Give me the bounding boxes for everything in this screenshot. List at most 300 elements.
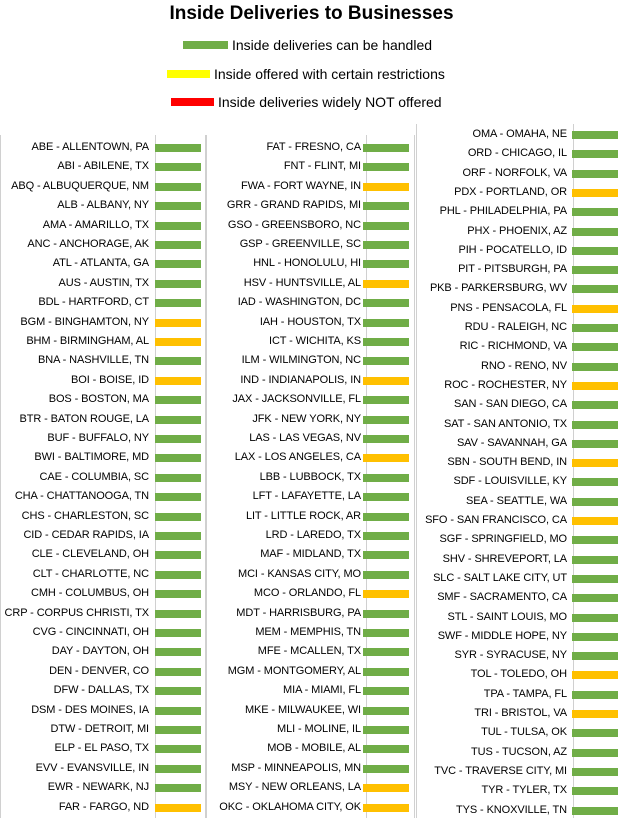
airport-label: EVV - EVANSVILLE, IN — [35, 761, 149, 774]
status-bar-handled — [155, 513, 201, 521]
legend-item-handled — [183, 37, 432, 53]
status-bar-restricted — [363, 280, 409, 288]
airport-label: SDF - LOUISVILLE, KY — [453, 475, 567, 488]
airport-label: MEM - MEMPHIS, TN — [255, 626, 361, 638]
airport-row — [417, 511, 622, 530]
airport-row — [417, 608, 622, 627]
airport-row — [207, 468, 412, 487]
airport-row — [207, 681, 412, 700]
status-bar-handled — [363, 338, 409, 346]
status-bar-handled — [155, 144, 201, 152]
status-bar-handled — [363, 163, 409, 171]
airport-label: ABE - ALLENTOWN, PA — [31, 141, 149, 153]
airport-label: BUF - BUFFALO, NY — [47, 432, 149, 444]
airport-row — [207, 429, 412, 448]
airport-label: STL - SAINT LOUIS, MO — [447, 610, 567, 623]
airport-row — [207, 274, 412, 293]
airport-label: MAF - MIDLAND, TX — [260, 548, 361, 561]
status-bar-handled — [363, 707, 409, 715]
status-bar-handled — [155, 280, 201, 288]
status-bar-handled — [155, 571, 201, 579]
airport-row — [1, 798, 206, 817]
airport-row — [1, 604, 206, 623]
status-bar-handled — [155, 241, 201, 249]
airport-row — [417, 318, 622, 337]
status-bar-handled — [155, 765, 201, 773]
airport-row — [1, 778, 206, 797]
airport-label: BNA - NASHVILLE, TN — [38, 354, 149, 367]
airport-label: ABI - ABILENE, TX — [57, 160, 149, 173]
airport-label: CVG - CINCINNATI, OH — [32, 626, 149, 638]
status-bar-handled — [155, 260, 201, 268]
status-bar-handled — [155, 551, 201, 559]
airport-label: CHS - CHARLESTON, SC — [21, 509, 149, 522]
airport-label: GSO - GREENSBORO, NC — [227, 218, 361, 231]
airport-row — [417, 704, 622, 723]
airport-label: ILM - WILMINGTON, NC — [241, 354, 361, 367]
status-bar-handled — [155, 745, 201, 753]
airport-label: LFT - LAFAYETTE, LA — [252, 490, 361, 503]
airport-label: LIT - LITTLE ROCK, AR — [245, 509, 361, 522]
airport-row — [1, 196, 206, 215]
airport-label: JFK - NEW YORK, NY — [252, 412, 361, 425]
status-bar-handled — [155, 629, 201, 637]
airport-row — [1, 293, 206, 312]
airport-row — [207, 565, 412, 584]
status-bar-handled — [363, 571, 409, 579]
airport-row — [417, 415, 622, 434]
airport-row — [207, 332, 412, 351]
status-bar-handled — [155, 435, 201, 443]
status-bar-handled — [572, 556, 618, 564]
airport-label: ROC - ROCHESTER, NY — [444, 378, 567, 391]
legend-item-not-offered — [171, 94, 442, 110]
status-bar-handled — [572, 787, 618, 795]
airport-label: MKE - MILWAUKEE, WI — [244, 703, 361, 716]
airport-row — [417, 530, 622, 549]
status-bar-handled — [363, 629, 409, 637]
airport-row — [1, 216, 206, 235]
status-bar-handled — [363, 396, 409, 404]
airport-row — [417, 627, 622, 646]
status-bar-handled — [155, 474, 201, 482]
airport-row — [207, 778, 412, 797]
airport-label: FAT - FRESNO, CA — [266, 141, 361, 153]
airport-row — [417, 453, 622, 472]
legend-item-restricted — [167, 66, 445, 82]
status-bar-handled — [363, 610, 409, 618]
status-bar-handled — [572, 170, 618, 178]
status-bar-restricted — [572, 382, 618, 390]
airport-label: CAE - COLUMBIA, SC — [39, 470, 149, 483]
status-bar-handled — [572, 247, 618, 255]
status-bar-restricted — [155, 377, 201, 385]
chart-title: Inside Deliveries to Businesses — [169, 3, 454, 24]
airport-label: CLT - CHARLOTTE, NC — [32, 567, 149, 580]
status-bar-handled — [572, 150, 618, 158]
status-bar-handled — [572, 131, 618, 139]
airport-label: BHM - BIRMINGHAM, AL — [26, 335, 149, 347]
airport-label: ABQ - ALBUQUERQUE, NM — [11, 179, 149, 192]
airport-row — [207, 390, 412, 409]
airport-row — [1, 681, 206, 700]
status-bar-handled — [572, 208, 618, 216]
airport-row — [1, 177, 206, 196]
airport-label: MOB - MOBILE, AL — [267, 742, 361, 755]
airport-label: SWF - MIDDLE HOPE, NY — [437, 629, 567, 642]
airport-label: CID - CEDAR RAPIDS, IA — [23, 529, 149, 541]
airport-row — [417, 125, 622, 144]
airport-label: BTR - BATON ROUGE, LA — [19, 412, 149, 425]
status-bar-handled — [363, 765, 409, 773]
airport-label: PIT - PITSBURGH, PA — [458, 263, 567, 276]
airport-label: IND - INDIANAPOLIS, IN — [240, 373, 361, 386]
status-bar-handled — [155, 707, 201, 715]
status-bar-handled — [363, 299, 409, 307]
airport-label: SMF - SACRAMENTO, CA — [437, 591, 567, 604]
airport-row — [417, 222, 622, 241]
airport-label: PIH - POCATELLO, ID — [458, 243, 567, 256]
status-bar-handled — [572, 749, 618, 757]
status-bar-handled — [363, 532, 409, 540]
airport-label: CHA - CHATTANOOGA, TN — [14, 490, 149, 503]
status-bar-handled — [363, 435, 409, 443]
airport-row — [417, 164, 622, 183]
airport-row — [1, 410, 206, 429]
airport-label: MSP - MINNEAPOLIS, MN — [231, 761, 361, 774]
airport-row — [1, 157, 206, 176]
status-bar-handled — [155, 590, 201, 598]
status-bar-restricted — [572, 517, 618, 525]
airport-row — [207, 584, 412, 603]
airport-label: JAX - JACKSONVILLE, FL — [232, 393, 361, 406]
status-bar-handled — [363, 513, 409, 521]
status-bar-handled — [363, 687, 409, 695]
airport-label: MLI - MOLINE, IL — [277, 723, 361, 735]
status-bar-handled — [572, 729, 618, 737]
airport-label: DTW - DETROIT, MI — [50, 723, 149, 735]
airport-row — [1, 254, 206, 273]
airport-row — [417, 299, 622, 318]
airport-label: BWI - BALTIMORE, MD — [34, 451, 149, 464]
airport-label: TYR - TYLER, TX — [481, 784, 567, 797]
airport-label: DSM - DES MOINES, IA — [31, 703, 149, 716]
status-bar-restricted — [572, 671, 618, 679]
status-bar-handled — [155, 668, 201, 676]
airport-label: CRP - CORPUS CHRISTI, TX — [4, 606, 149, 619]
status-bar-handled — [572, 324, 618, 332]
status-bar-restricted — [363, 590, 409, 598]
airport-row — [1, 332, 206, 351]
airport-row — [417, 337, 622, 356]
airport-row — [1, 235, 206, 254]
airport-label: MCO - ORLANDO, FL — [253, 587, 361, 600]
airport-row — [417, 569, 622, 588]
airport-label: PHX - PHOENIX, AZ — [467, 224, 567, 237]
airport-row — [417, 588, 622, 607]
airport-label: PKB - PARKERSBURG, WV — [429, 282, 567, 295]
airport-row — [207, 759, 412, 778]
airport-label: PNS - PENSACOLA, FL — [450, 301, 567, 314]
status-bar-handled — [155, 183, 201, 191]
status-bar-handled — [572, 343, 618, 351]
status-bar-handled — [155, 784, 201, 792]
status-bar-handled — [363, 144, 409, 152]
airport-row — [1, 429, 206, 448]
airport-label: AMA - AMARILLO, TX — [42, 218, 149, 231]
airport-label: HSV - HUNTSVILLE, AL — [243, 276, 361, 289]
airport-label: TUL - TULSA, OK — [481, 726, 567, 739]
airport-label: RDU - RALEIGH, NC — [464, 321, 567, 333]
status-bar-handled — [363, 241, 409, 249]
airport-row — [207, 701, 412, 720]
airport-label: SFO - SAN FRANCISCO, CA — [425, 514, 567, 526]
airport-row — [417, 646, 622, 665]
airport-row — [207, 526, 412, 545]
airport-label: LBB - LUBBOCK, TX — [259, 470, 361, 483]
status-bar-handled — [572, 652, 618, 660]
airport-row — [207, 739, 412, 758]
airport-label: ORD - CHICAGO, IL — [467, 147, 567, 160]
airport-row — [207, 604, 412, 623]
airport-row — [207, 216, 412, 235]
airport-label: MIA - MIAMI, FL — [283, 684, 361, 697]
airport-label: TPA - TAMPA, FL — [483, 687, 567, 700]
airport-label: BOI - BOISE, ID — [71, 373, 149, 386]
airport-label: SAT - SAN ANTONIO, TX — [443, 417, 567, 430]
status-bar-restricted — [363, 183, 409, 191]
status-bar-restricted — [572, 305, 618, 313]
status-bar-handled — [155, 648, 201, 656]
status-bar-handled — [363, 493, 409, 501]
status-bar-handled — [155, 202, 201, 210]
airport-row — [417, 550, 622, 569]
airport-row — [417, 260, 622, 279]
airport-row — [417, 762, 622, 781]
airport-label: ALB - ALBANY, NY — [57, 199, 149, 212]
status-bar-handled — [363, 726, 409, 734]
legend-label-handled: Inside deliveries can be handled — [232, 37, 433, 53]
status-bar-handled — [155, 299, 201, 307]
airport-row — [1, 487, 206, 506]
status-bar-handled — [155, 396, 201, 404]
airport-row — [417, 723, 622, 742]
airport-label: ORF - NORFOLK, VA — [462, 166, 567, 179]
status-bar-restricted — [572, 459, 618, 467]
airport-label: HNL - HONOLULU, HI — [253, 257, 361, 270]
status-bar-handled — [572, 536, 618, 544]
legend-label-restricted: Inside offered with certain restrictions — [214, 66, 445, 82]
airport-label: CMH - COLUMBUS, OH — [31, 587, 149, 600]
airport-column-2 — [206, 135, 412, 818]
airport-row — [417, 743, 622, 762]
status-bar-restricted — [155, 804, 201, 812]
airport-label: MSY - NEW ORLEANS, LA — [228, 781, 361, 794]
status-bar-restricted — [155, 338, 201, 346]
airport-label: ATL - ATLANTA, GA — [52, 257, 149, 270]
airport-row — [207, 410, 412, 429]
airport-label: CLE - CLEVELAND, OH — [31, 548, 149, 561]
status-bar-handled — [155, 532, 201, 540]
airport-label: SHV - SHREVEPORT, LA — [442, 552, 567, 565]
status-bar-handled — [572, 285, 618, 293]
airport-label: SLC - SALT LAKE CITY, UT — [433, 571, 567, 584]
status-bar-handled — [572, 594, 618, 602]
airport-row — [207, 177, 412, 196]
airport-label: GSP - GREENVILLE, SC — [239, 238, 361, 250]
airport-label: MGM - MONTGOMERY, AL — [227, 664, 361, 677]
status-bar-handled — [572, 614, 618, 622]
airport-row — [207, 254, 412, 273]
airport-label: BOS - BOSTON, MA — [48, 393, 149, 406]
airport-row — [1, 507, 206, 526]
airport-label: BDL - HARTFORD, CT — [38, 296, 149, 309]
status-bar-handled — [155, 357, 201, 365]
airport-label: ICT - WICHITA, KS — [268, 335, 361, 347]
airport-label: EWR - NEWARK, NJ — [47, 781, 149, 794]
airport-row — [1, 759, 206, 778]
airport-row — [1, 274, 206, 293]
status-bar-handled — [155, 493, 201, 501]
airport-label: SYR - SYRACUSE, NY — [454, 649, 567, 662]
airport-column-1 — [0, 135, 206, 818]
status-bar-handled — [572, 228, 618, 236]
status-bar-handled — [363, 202, 409, 210]
airport-row — [417, 685, 622, 704]
airport-row — [207, 138, 412, 157]
airport-label: SBN - SOUTH BEND, IN — [447, 456, 567, 469]
airport-label: SEA - SEATTLE, WA — [466, 494, 567, 507]
status-bar-handled — [572, 440, 618, 448]
status-bar-handled — [155, 610, 201, 618]
airport-row — [207, 351, 412, 370]
airport-row — [417, 665, 622, 684]
status-bar-restricted — [155, 319, 201, 327]
airport-row — [207, 798, 412, 817]
airport-label: PDX - PORTLAND, OR — [454, 185, 567, 198]
legend-label-not-offered: Inside deliveries widely NOT offered — [218, 94, 442, 110]
airport-row — [207, 196, 412, 215]
airport-row — [1, 468, 206, 487]
legend-swatch-restricted — [167, 70, 210, 78]
status-bar-restricted — [363, 377, 409, 385]
legend-swatch-handled — [183, 41, 228, 49]
airport-row — [417, 202, 622, 221]
airport-label: TOL - TOLEDO, OH — [470, 668, 567, 681]
airport-label: TUS - TUCSON, AZ — [471, 745, 567, 758]
airport-row — [1, 545, 206, 564]
status-bar-handled — [572, 633, 618, 641]
status-bar-handled — [155, 726, 201, 734]
airport-row — [417, 279, 622, 298]
airport-row — [417, 144, 622, 163]
airport-column-3 — [416, 124, 622, 818]
airport-row — [417, 434, 622, 453]
airport-row — [1, 642, 206, 661]
airport-label: DEN - DENVER, CO — [49, 664, 149, 677]
status-bar-handled — [572, 363, 618, 371]
airport-row — [1, 313, 206, 332]
airport-row — [207, 157, 412, 176]
status-bar-handled — [572, 691, 618, 699]
airport-label: ELP - EL PASO, TX — [54, 742, 149, 755]
airport-label: TRI - BRISTOL, VA — [474, 707, 567, 719]
airport-row — [207, 448, 412, 467]
airport-row — [207, 235, 412, 254]
status-bar-handled — [363, 260, 409, 268]
status-bar-handled — [155, 454, 201, 462]
airport-row — [207, 487, 412, 506]
airport-row — [207, 293, 412, 312]
airport-label: DFW - DALLAS, TX — [53, 684, 149, 697]
airport-row — [417, 492, 622, 511]
status-bar-handled — [572, 575, 618, 583]
legend-swatch-not-offered — [171, 98, 214, 106]
airport-label: OKC - OKLAHOMA CITY, OK — [219, 800, 361, 813]
airport-row — [207, 371, 412, 390]
airport-label: RIC - RICHMOND, VA — [459, 340, 567, 353]
airport-row — [417, 472, 622, 491]
airport-row — [207, 720, 412, 739]
airport-row — [1, 584, 206, 603]
airport-label: IAD - WASHINGTON, DC — [237, 296, 361, 309]
airport-row — [417, 241, 622, 260]
airport-label: SAV - SAVANNAH, GA — [456, 436, 567, 449]
airport-label: FWA - FORT WAYNE, IN — [240, 179, 361, 192]
airport-row — [417, 376, 622, 395]
airport-label: MFE - MCALLEN, TX — [257, 645, 361, 658]
airport-row — [1, 739, 206, 758]
status-bar-handled — [363, 745, 409, 753]
airport-label: ANC - ANCHORAGE, AK — [27, 238, 149, 250]
airport-label: MCI - KANSAS CITY, MO — [238, 567, 361, 580]
status-bar-restricted — [363, 454, 409, 462]
airport-row — [417, 357, 622, 376]
airport-label: SAN - SAN DIEGO, CA — [453, 398, 567, 411]
status-bar-handled — [363, 416, 409, 424]
airport-row — [207, 642, 412, 661]
status-bar-restricted — [572, 710, 618, 718]
airport-row — [1, 565, 206, 584]
airport-row — [1, 701, 206, 720]
status-bar-handled — [363, 551, 409, 559]
airport-row — [1, 526, 206, 545]
status-bar-handled — [363, 474, 409, 482]
airport-row — [417, 801, 622, 820]
airport-label: RNO - RENO, NV — [481, 359, 567, 372]
airport-row — [1, 662, 206, 681]
airport-row — [207, 662, 412, 681]
airport-row — [207, 545, 412, 564]
status-bar-handled — [572, 401, 618, 409]
status-bar-handled — [572, 807, 618, 815]
status-bar-handled — [572, 421, 618, 429]
airport-label: SGF - SPRINGFIELD, MO — [439, 533, 567, 546]
status-bar-restricted — [363, 784, 409, 792]
status-bar-restricted — [572, 189, 618, 197]
airport-row — [207, 507, 412, 526]
airport-label: BGM - BINGHAMTON, NY — [20, 315, 149, 328]
status-bar-handled — [155, 687, 201, 695]
airport-label: OMA - OMAHA, NE — [472, 128, 567, 140]
airport-label: LAS - LAS VEGAS, NV — [249, 432, 361, 444]
airport-label: PHL - PHILADELPHIA, PA — [439, 205, 567, 218]
status-bar-handled — [155, 222, 201, 230]
airport-label: MDT - HARRISBURG, PA — [236, 606, 361, 619]
airport-row — [1, 390, 206, 409]
airport-row — [1, 720, 206, 739]
status-bar-handled — [572, 498, 618, 506]
